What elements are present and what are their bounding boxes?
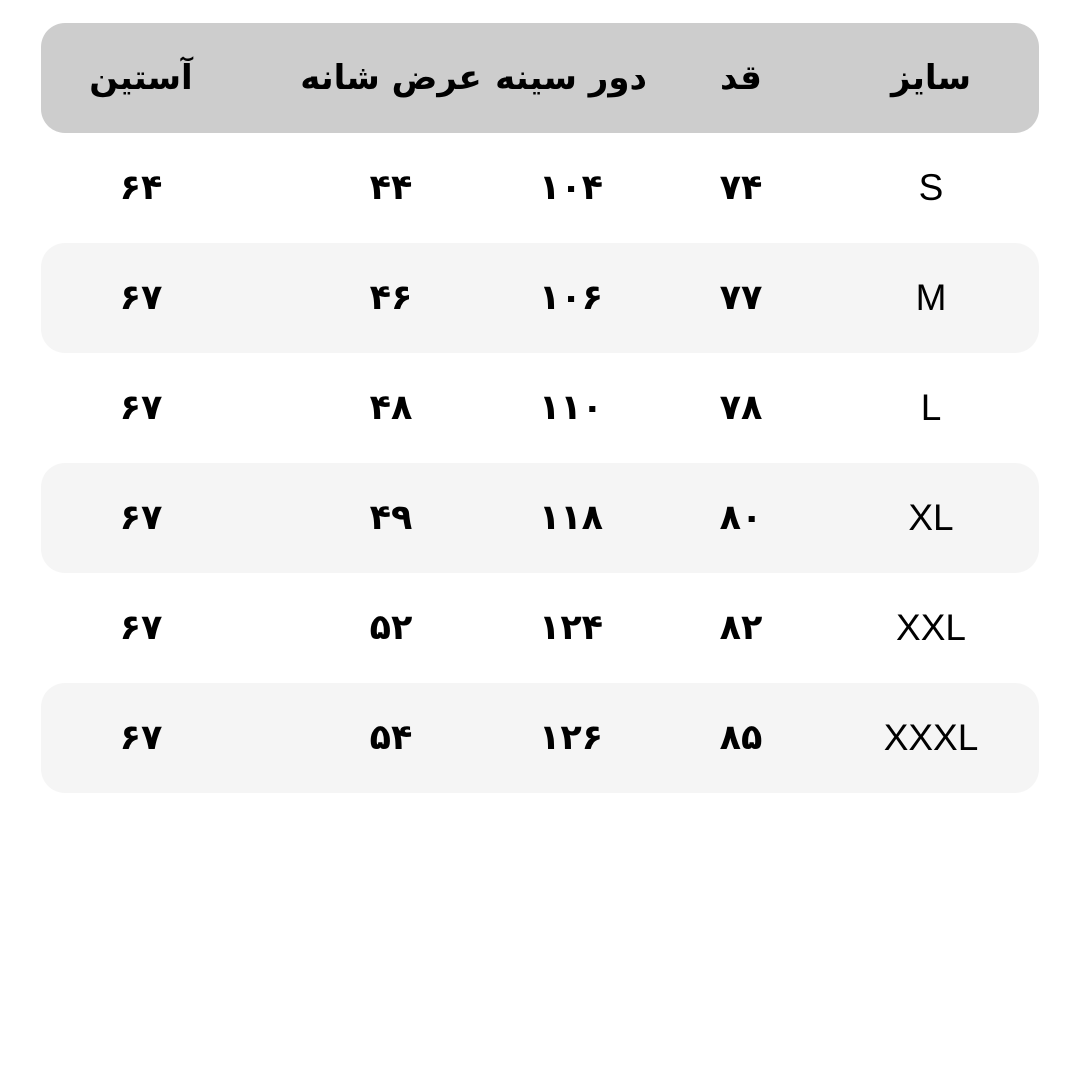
cell-shoulder-width: ۴۴ [369,168,413,208]
table-row [41,133,1039,243]
cell-size: L [920,387,942,428]
cell-sleeve: ۶۷ [119,718,163,758]
cell-sleeve: ۶۷ [119,498,163,538]
cell-size: XL [908,497,954,538]
cell-sleeve: ۶۴ [119,168,163,208]
cell-shoulder-width: ۵۲ [369,608,413,648]
cell-chest: ۱۱۰ [538,388,604,428]
cell-shoulder-width: ۴۹ [369,498,413,538]
cell-chest: ۱۰۴ [538,168,604,208]
header-chest: دور سینه [495,58,647,98]
cell-size: M [915,277,947,318]
cell-length: ۷۴ [719,168,763,208]
cell-shoulder-width: ۵۴ [369,718,413,758]
cell-sleeve: ۶۷ [119,608,163,648]
cell-shoulder-width: ۴۶ [369,278,413,318]
table-row [41,683,1039,793]
cell-size: XXL [896,607,966,648]
cell-length: ۸۰ [719,498,763,538]
cell-shoulder-width: ۴۸ [369,388,413,428]
table-row [41,243,1039,353]
header-sleeve: آستین [89,58,193,98]
cell-sleeve: ۶۷ [119,388,163,428]
cell-length: ۸۵ [719,718,763,758]
table-row [41,573,1039,683]
cell-chest: ۱۱۸ [538,498,604,538]
header-size: سایز [890,58,972,98]
size-chart-table [41,23,1039,793]
cell-size: S [918,167,944,208]
cell-length: ۷۸ [719,388,763,428]
table-row [41,463,1039,573]
cell-sleeve: ۶۷ [119,278,163,318]
cell-chest: ۱۲۶ [538,718,604,758]
cell-chest: ۱۲۴ [538,608,604,648]
header-shoulder-width: عرض شانه [300,58,482,98]
table-header-row [41,23,1039,133]
table-row [41,353,1039,463]
cell-size: XXXL [883,717,979,758]
cell-length: ۸۲ [719,608,763,648]
header-length: قد [720,58,762,98]
cell-length: ۷۷ [719,278,763,318]
cell-chest: ۱۰۶ [538,278,604,318]
